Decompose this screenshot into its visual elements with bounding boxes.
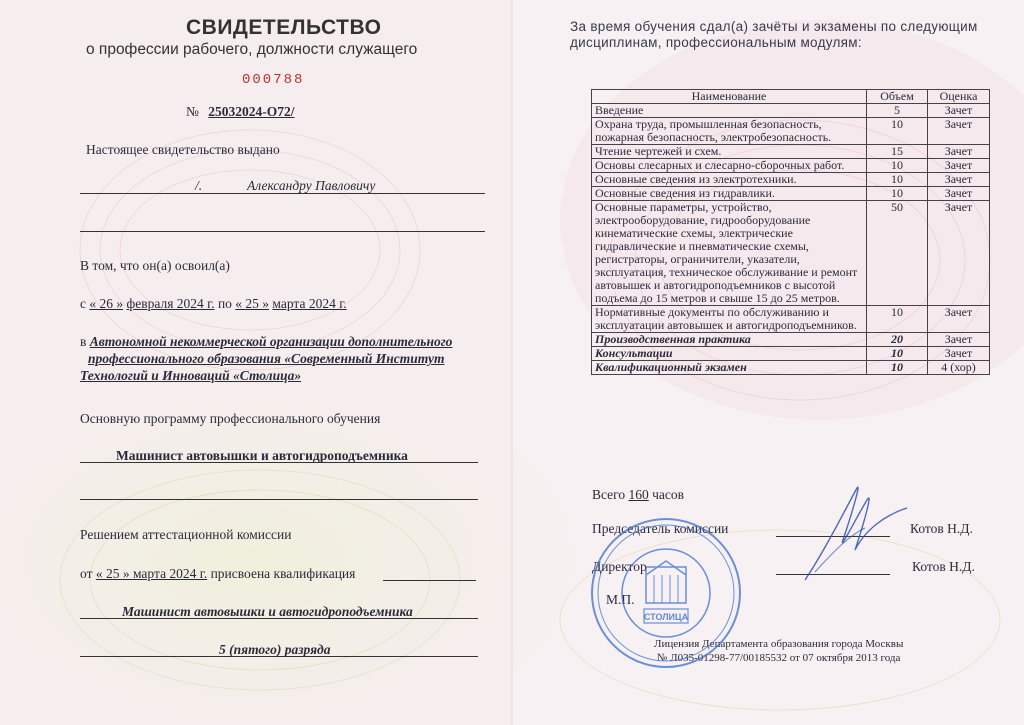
cell-name: Основные сведения из электротехники. [592, 173, 867, 187]
cell-volume: 10 [867, 173, 928, 187]
cell-name: Консультации [592, 347, 867, 361]
license-line-2: № Л035-01298-77/00185532 от 07 октября 2013 года [656, 652, 901, 664]
header-name: Наименование [592, 90, 867, 104]
table-body [592, 104, 990, 375]
period-po: по [217, 296, 232, 311]
commission-label: Решением аттестационной комиссии [80, 527, 292, 542]
cell-volume: 10 [867, 306, 928, 333]
period-to-day: « 25 » [235, 296, 270, 311]
recipient-name: Александру Павловичу [247, 178, 376, 193]
certificate-subtitle: о профессии рабочего, должности служащего [86, 41, 418, 58]
director-label: Директор [592, 559, 647, 574]
program-name: Машинист автовышки и автогидроподъемника [116, 448, 408, 463]
total-prefix: Всего [592, 487, 626, 502]
recipient-mark: /. [195, 178, 203, 193]
issued-to-label: Настоящее свидетельство выдано [86, 142, 280, 157]
cell-grade: Зачет [928, 347, 990, 361]
table-row [592, 333, 990, 347]
cell-grade: Зачет [928, 187, 990, 201]
intro-line-1: За время обучения сдал(а) зачёты и экзамены по следующим [570, 19, 978, 34]
cell-volume: 10 [867, 187, 928, 201]
period-from-rest: февраля 2024 г. [126, 296, 215, 311]
license-line-1: Лицензия Департамента образования города Москвы [654, 638, 904, 650]
intro-line-2: дисциплинам, профессиональным модулям: [570, 35, 862, 50]
cell-grade: Зачет [928, 333, 990, 347]
cell-name: Производственная практика [592, 333, 867, 347]
table-row [592, 104, 990, 118]
cell-name: Охрана труда, промышленная безопасность, пожарная безопасность, электробезопасность. [592, 118, 867, 145]
number-prefix: № [186, 104, 199, 119]
cell-grade: Зачет [928, 104, 990, 118]
cell-volume: 10 [867, 159, 928, 173]
table-row [592, 306, 990, 333]
org-line-3: Технологий и Инноваций «Столица» [80, 368, 302, 383]
cell-grade: Зачет [928, 118, 990, 145]
cell-grade: Зачет [928, 159, 990, 173]
table-row [592, 145, 990, 159]
table-header-row [592, 90, 990, 104]
cell-volume: 20 [867, 333, 928, 347]
qual-from: от [80, 566, 93, 581]
org-prefix: в [80, 334, 87, 349]
total-hours-row [592, 487, 684, 503]
period-from-day: « 26 » [89, 296, 124, 311]
cell-grade: Зачет [928, 173, 990, 187]
cell-volume: 50 [867, 201, 928, 306]
cell-name: Чтение чертежей и схем. [592, 145, 867, 159]
cell-volume: 10 [867, 361, 928, 375]
cell-volume: 10 [867, 347, 928, 361]
stamp-label: СТОЛИЦА [643, 612, 689, 622]
header-grade: Оценка [928, 90, 990, 104]
rank: 5 (пятого) разряда [219, 642, 331, 657]
qual-assigned: присвоена квалификация [210, 566, 356, 581]
chair-name: Котов Н.Д. [910, 521, 973, 536]
cell-grade: Зачет [928, 306, 990, 333]
round-stamp [588, 515, 744, 671]
cell-name: Основные сведения из гидравлики. [592, 187, 867, 201]
certificate-number-row [186, 104, 295, 120]
table-row [592, 159, 990, 173]
cell-volume: 10 [867, 118, 928, 145]
cell-volume: 15 [867, 145, 928, 159]
table-row [592, 173, 990, 187]
cell-grade: Зачет [928, 201, 990, 306]
total-hours: 160 [628, 487, 649, 502]
org-line-1: Автономной некоммерческой организации дополнительного [89, 334, 453, 349]
table-row [592, 201, 990, 306]
cell-name: Основы слесарных и слесарно-сборочных работ. [592, 159, 867, 173]
table-row [592, 361, 990, 375]
period-to-rest: марта 2024 г. [272, 296, 347, 311]
program-label: Основную программу профессионального обучения [80, 411, 381, 426]
blank-line-2 [80, 499, 478, 500]
certificate-number: 25032024-О72/ [208, 104, 295, 119]
cell-volume: 5 [867, 104, 928, 118]
organization [80, 333, 452, 384]
blank-line-1 [80, 231, 485, 232]
certificate-title: СВИДЕТЕЛЬСТВО [186, 16, 382, 39]
table-row [592, 187, 990, 201]
training-period [80, 296, 347, 312]
chair-label: Председатель комиссии [592, 521, 729, 536]
director-name: Котов Н.Д. [912, 559, 975, 574]
table-row [592, 347, 990, 361]
table-row [592, 118, 990, 145]
signature [795, 480, 915, 590]
qual-date: « 25 » марта 2024 г. [95, 566, 208, 581]
qual-line [383, 580, 476, 581]
cell-grade: Зачет [928, 145, 990, 159]
org-line-2: профессионального образования «Современный Институт [88, 351, 445, 366]
cell-grade: 4 (хор) [928, 361, 990, 375]
serial-number: 000788 [242, 72, 305, 88]
cell-name: Основные параметры, устройство, электрооборудование, гидрооборудование кинематические схемы, электрические гидравлические и пневматические схемы, регистраторы, ограничители, указатели, эксплуатация, техническое обслуживание и ремонт автовышек и автогидроподъемников с высотой подъема до 15 метров и свыше 15 до 25 метров. [592, 201, 867, 306]
disciplines-table [591, 89, 990, 375]
mastered-label: В том, что он(а) освоил(а) [80, 258, 230, 273]
disciplines-intro [570, 19, 978, 51]
cell-name: Введение [592, 104, 867, 118]
cell-name: Нормативные документы по обслуживанию и эксплуатации автовышек и автогидроподъемников. [592, 306, 867, 333]
header-volume: Объем [867, 90, 928, 104]
period-c: с [80, 296, 86, 311]
total-suffix: часов [652, 487, 685, 502]
cell-name: Квалификационный экзамен [592, 361, 867, 375]
seal-place: М.П. [606, 592, 635, 607]
qualification-date-row [80, 566, 355, 582]
qualification-name: Машинист автовышки и автогидроподъемника [122, 604, 413, 619]
